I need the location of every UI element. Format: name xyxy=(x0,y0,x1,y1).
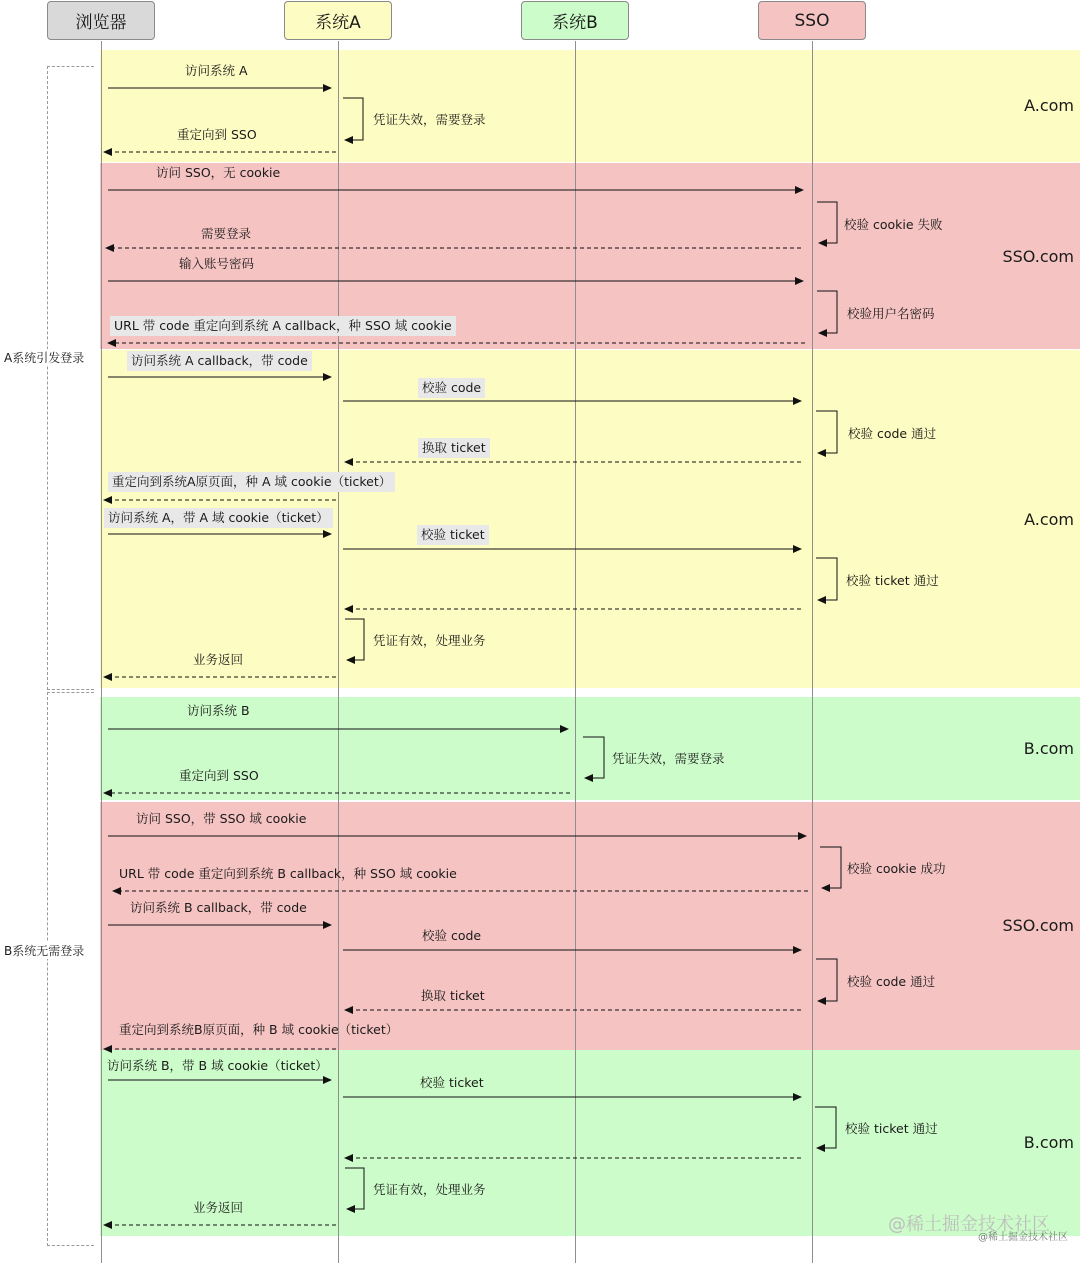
domain-label: A.com xyxy=(1024,96,1074,115)
note-label: 校验 cookie 失败 xyxy=(844,217,943,232)
participant-system-a: 系统A xyxy=(284,1,392,40)
participant-system-b: 系统B xyxy=(521,1,629,40)
message-label: 访问系统 A，带 A 域 cookie（ticket） xyxy=(104,508,333,528)
message-label: 访问系统 A xyxy=(185,63,248,78)
self-arrow xyxy=(816,411,837,453)
self-arrow xyxy=(345,1168,364,1209)
message-label: URL 带 code 重定向到系统 B callback，种 SSO 域 cookie xyxy=(119,866,457,881)
domain-label: A.com xyxy=(1024,510,1074,529)
message-label: 重定向到 SSO xyxy=(179,768,259,783)
domain-label: B.com xyxy=(1023,739,1074,758)
note-label: 校验 cookie 成功 xyxy=(847,861,946,876)
message-label: 校验 ticket xyxy=(420,1075,484,1090)
message-label: 校验 code xyxy=(418,378,485,398)
group-label-b: B系统无需登录 xyxy=(4,944,85,958)
message-label: 访问系统 A callback，带 code xyxy=(127,351,312,371)
message-label: 换取 ticket xyxy=(421,988,485,1003)
message-label: 业务返回 xyxy=(193,652,244,667)
note-label: 凭证失效，需要登录 xyxy=(612,751,725,766)
self-arrow xyxy=(816,959,837,1001)
message-label: 校验 code xyxy=(422,928,482,943)
note-label: 校验用户名密码 xyxy=(847,306,935,321)
note-label: 校验 code 通过 xyxy=(848,426,937,441)
note-label: 凭证失效，需要登录 xyxy=(373,112,486,127)
message-label: 访问 SSO，带 SSO 域 cookie xyxy=(136,811,307,826)
self-arrow xyxy=(345,619,364,660)
domain-label: SSO.com xyxy=(1002,916,1074,935)
watermark-small: @稀土掘金技术社区 xyxy=(978,1232,1068,1243)
note-label: 凭证有效，处理业务 xyxy=(373,633,486,648)
self-arrow xyxy=(343,98,363,140)
note-label: 校验 ticket 通过 xyxy=(845,1121,938,1136)
message-label: 业务返回 xyxy=(193,1200,244,1215)
self-arrow xyxy=(816,558,837,600)
message-label: 访问系统 B，带 B 域 cookie（ticket） xyxy=(107,1058,328,1073)
domain-label: B.com xyxy=(1023,1133,1074,1152)
domain-label: SSO.com xyxy=(1002,247,1074,266)
note-label: 校验 code 通过 xyxy=(847,974,936,989)
message-label: URL 带 code 重定向到系统 A callback，种 SSO 域 cookie xyxy=(110,316,456,336)
message-label: 重定向到 SSO xyxy=(177,127,257,142)
message-label: 访问系统 B xyxy=(187,703,250,718)
message-label: 需要登录 xyxy=(201,226,252,241)
self-arrow xyxy=(817,291,837,333)
note-label: 校验 ticket 通过 xyxy=(846,573,939,588)
message-label: 校验 ticket xyxy=(417,525,489,545)
message-label: 重定向到系统B原页面，种 B 域 cookie（ticket） xyxy=(119,1022,399,1037)
participant-sso: SSO xyxy=(758,1,866,40)
self-arrow xyxy=(817,202,837,243)
group-label-a: A系统引发登录 xyxy=(4,351,85,365)
message-label: 输入账号密码 xyxy=(179,256,255,271)
participant-browser: 浏览器 xyxy=(47,1,155,40)
message-label: 换取 ticket xyxy=(418,438,490,458)
message-label: 访问 SSO，无 cookie xyxy=(156,165,281,180)
watermark: @稀土掘金技术社区 xyxy=(888,1214,1050,1235)
message-label: 访问系统 B callback，带 code xyxy=(130,900,307,915)
note-label: 凭证有效，处理业务 xyxy=(373,1182,486,1197)
message-label: 重定向到系统A原页面，种 A 域 cookie（ticket） xyxy=(108,472,395,492)
self-arrow xyxy=(820,847,841,888)
self-arrow xyxy=(583,737,604,778)
self-arrow xyxy=(815,1107,836,1148)
